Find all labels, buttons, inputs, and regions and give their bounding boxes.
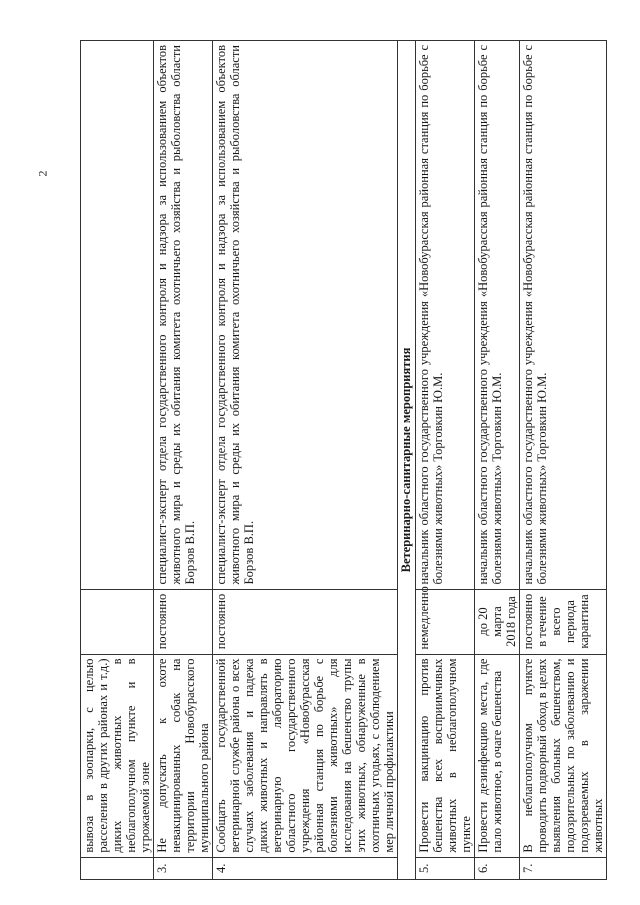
- cell-term: [81, 589, 154, 654]
- cell-responsible: [81, 41, 154, 590]
- cell-event: вывоза в зоопарки, с целью расселения в других районах и т.д.) диких животных в неблагополучном пункте и в угрожаемой зоне: [81, 654, 154, 857]
- cell-event: Не допускать к охоте невакцинированных собак на территории Новобурасского муниципального района: [154, 654, 213, 857]
- cell-number: [81, 857, 154, 879]
- cell-number: 5.: [416, 857, 475, 879]
- cell-responsible: специалист-эксперт отдела государственного контроля и надзора за использованием объектов животного мира и среды их обитания комитета охотничьего хозяйства и рыболовства области Борзов В.П.: [213, 41, 398, 590]
- cell-responsible: специалист-эксперт отдела государственного контроля и надзора за использованием объектов животного мира и среды их обитания комитета охотничьего хозяйства и рыболовства области Борзов В.П.: [154, 41, 213, 590]
- cell-term: до 20 марта 2018 года: [475, 589, 520, 654]
- cell-event: Провести дезинфекцию места, где пало животное, в очаге бешенства: [475, 654, 520, 857]
- table-row: [213, 41, 398, 880]
- table-row: [416, 41, 475, 880]
- section-heading: Ветеринарно-санитарные мероприятия: [398, 41, 416, 880]
- cell-term: постоянно в течение всего периода карантина: [520, 589, 607, 654]
- cell-event: Провести вакцинацию против бешенства всех восприимчивых животных в неблагополучном пункте: [416, 654, 475, 857]
- table-row-continuation: [81, 41, 154, 880]
- landscape-sheet: [80, 40, 605, 880]
- cell-number: 6.: [475, 857, 520, 879]
- table-row: [154, 41, 213, 880]
- cell-number: 4.: [213, 857, 398, 879]
- cell-number: 3.: [154, 857, 213, 879]
- cell-responsible: начальник областного государственного учреждения «Новобурасская районная станция по борьбе с болезнями животных» Торговкин Ю.М.: [475, 41, 520, 590]
- measures-table: [80, 40, 607, 880]
- cell-term: немедленно: [416, 589, 475, 654]
- cell-event: Сообщать государственной ветеринарной службе района о всех случаях заболевания и падежа диких животных и направлять в ветеринарную лабораторию областного государственного учреждения «Новобурасская районная станция по борьбе с болезнями животных» для исследования на бешенство трупы этих животных, обнаруженные в охотничьих угодьях, с соблюдением мер личной профилактики: [213, 654, 398, 857]
- cell-term: постоянно: [154, 589, 213, 654]
- cell-term: постоянно: [213, 589, 398, 654]
- cell-event: В неблагополучном пункте проводить подворный обход в целях выявления больных бешенством, подозрительных по заболеванию и подозреваемых в заражении животных: [520, 654, 607, 857]
- table-row: [520, 41, 607, 880]
- page-number: 2: [35, 170, 50, 177]
- cell-responsible: начальник областного государственного учреждения «Новобурасская районная станция по борьбе с болезнями животных» Торговкин Ю.М.: [520, 41, 607, 590]
- cell-number: 7.: [520, 857, 607, 879]
- cell-responsible: начальник областного государственного учреждения «Новобурасская районная станция по борьбе с болезнями животных» Торговкин Ю.М.: [416, 41, 475, 590]
- table-row: [475, 41, 520, 880]
- section-row: [398, 41, 416, 880]
